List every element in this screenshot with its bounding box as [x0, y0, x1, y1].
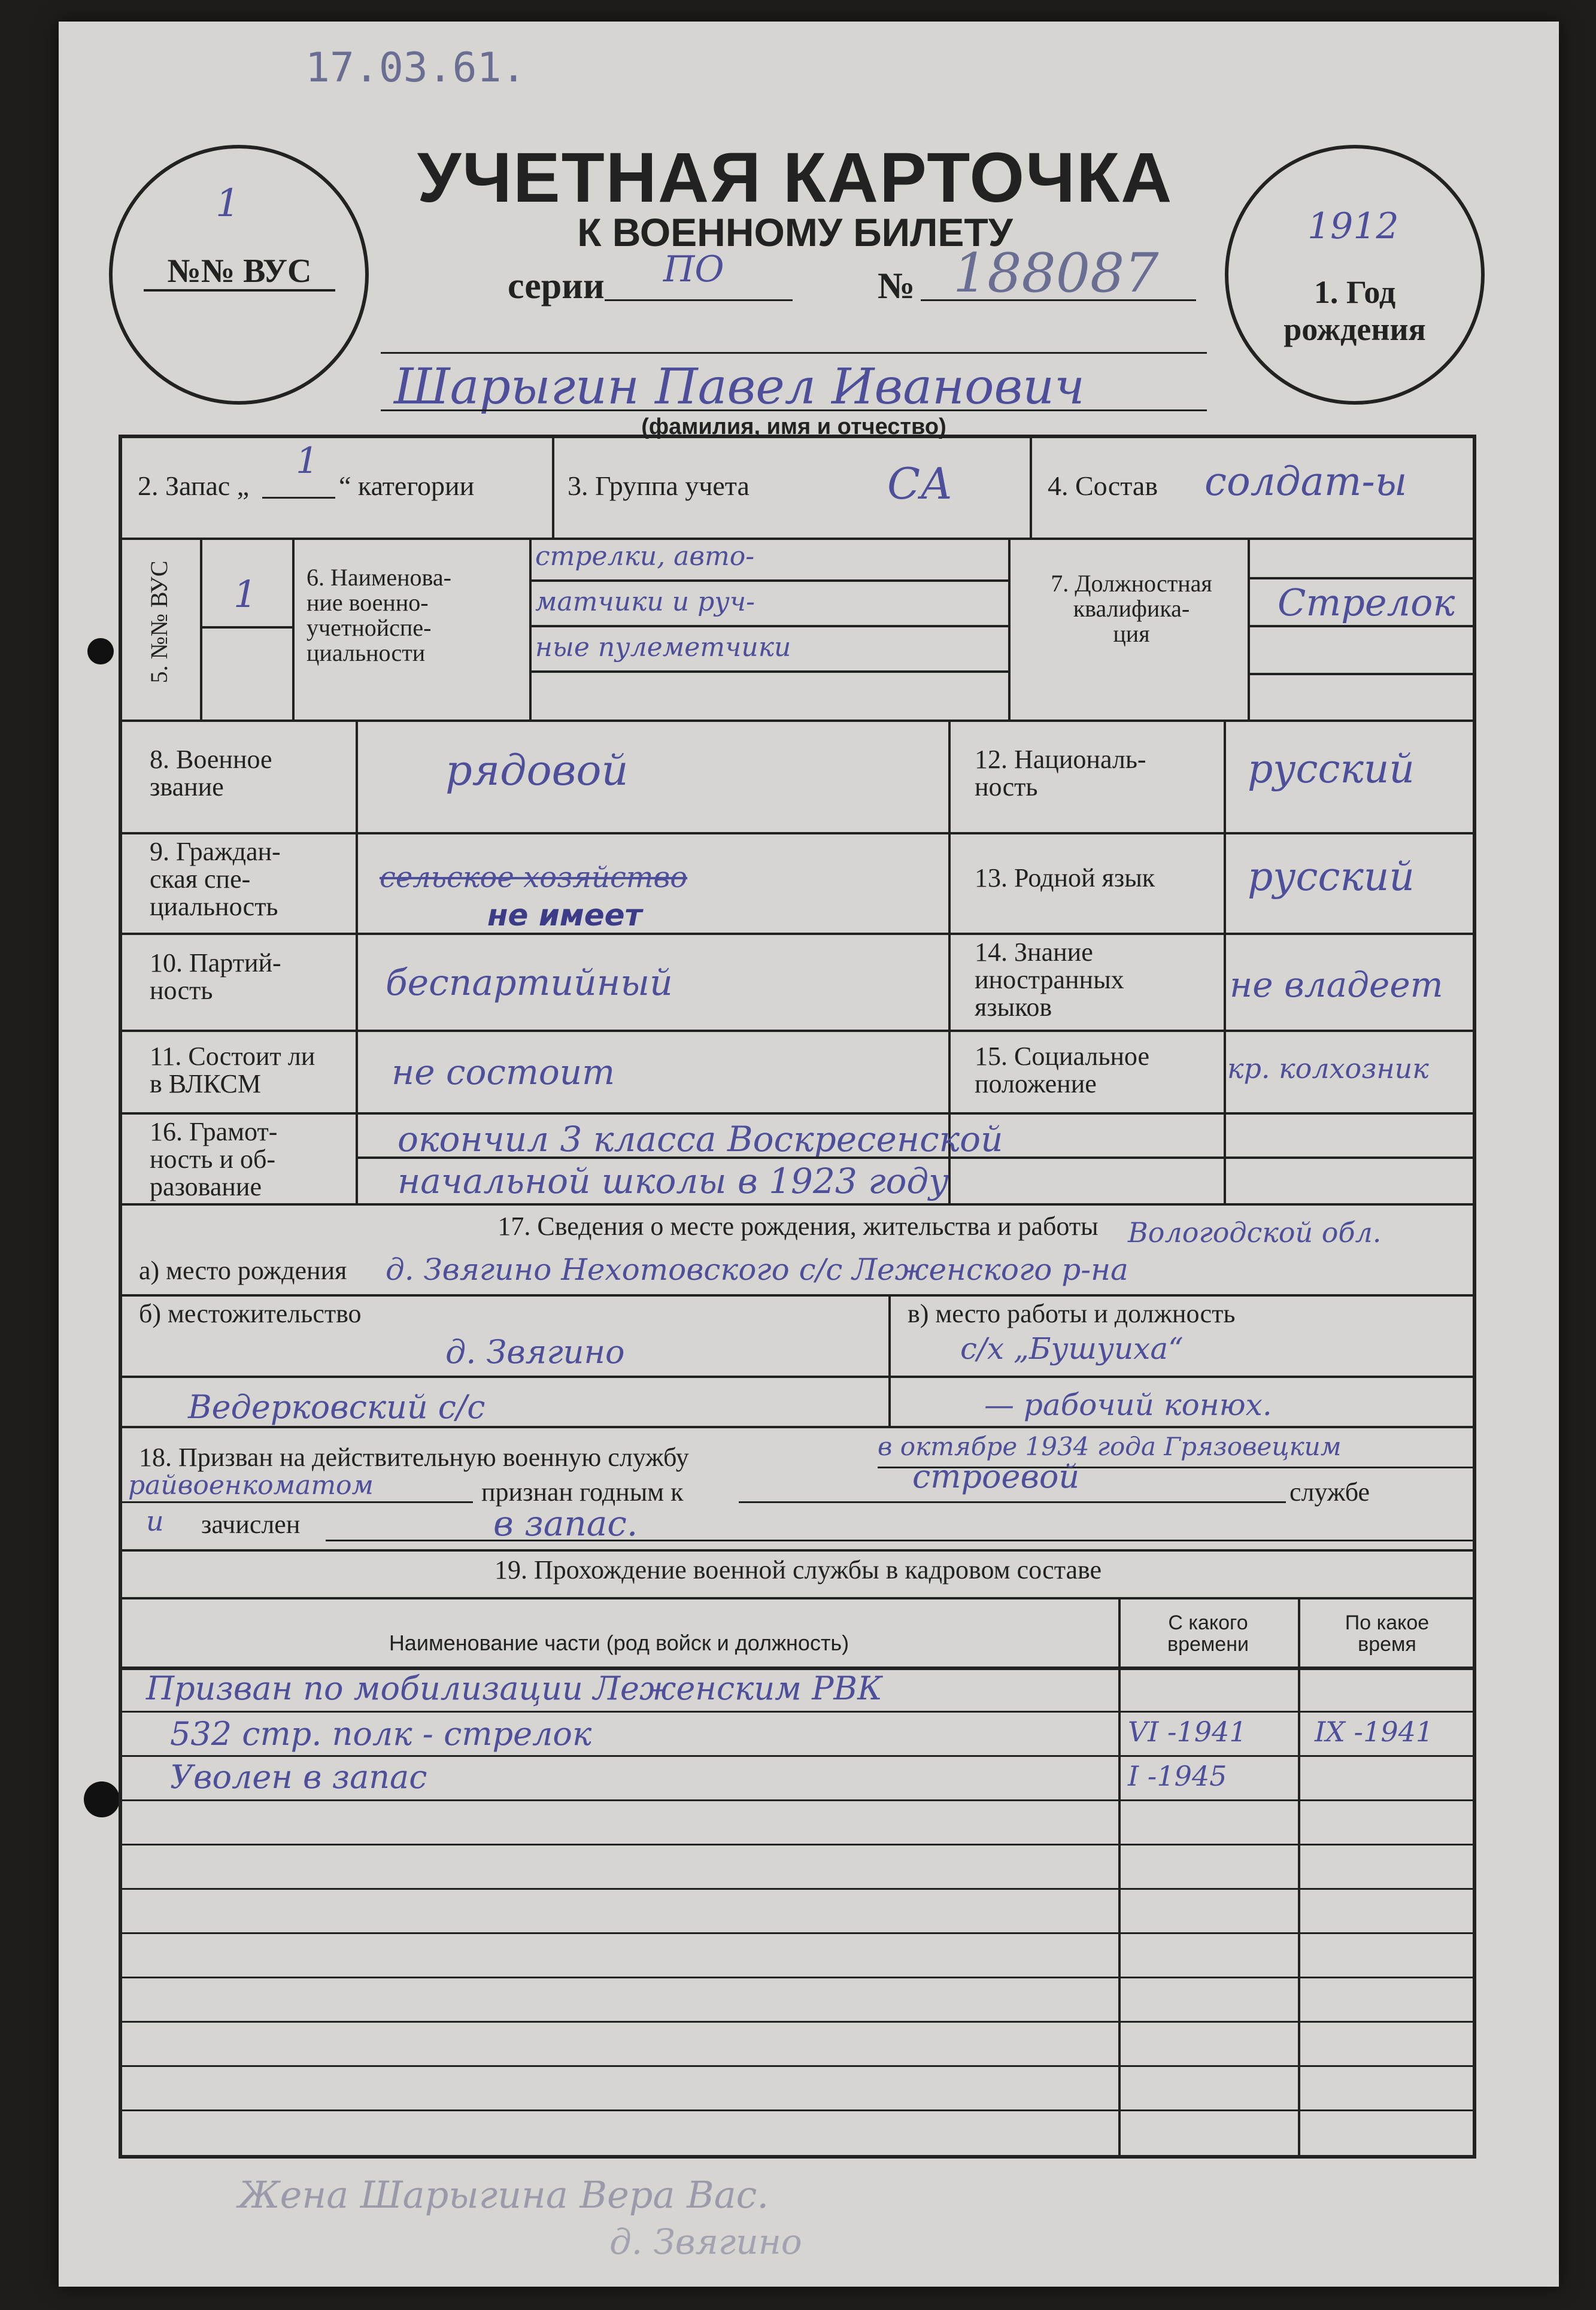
div-right-col — [1224, 720, 1226, 1203]
service-rule — [122, 1711, 1474, 1713]
row-line-4 — [122, 933, 1474, 935]
vus-value: 1 — [233, 572, 257, 616]
number-value: 188087 — [953, 242, 1159, 305]
education-rule — [358, 1156, 1474, 1159]
section-19-title: 19. Прохождение военной службы в кадровом составе — [494, 1555, 1102, 1584]
row-line-11 — [122, 1597, 1474, 1599]
div-r2-e — [1248, 538, 1250, 720]
category-value: 1 — [296, 440, 319, 482]
specialty-rule-2 — [532, 625, 1008, 627]
series-line — [605, 299, 793, 301]
composition-label: 4. Состав — [1048, 471, 1158, 501]
div-r1-b — [1030, 438, 1032, 538]
qualification-value: Стрелок — [1278, 581, 1455, 624]
birth-year-label-2: рождения — [1284, 311, 1426, 347]
called-value: в октябре 1934 года Грязовецким — [878, 1432, 1342, 1461]
service-rule — [122, 1755, 1474, 1757]
rank-label: 8. Военное звание — [150, 745, 272, 802]
div-s17 — [888, 1294, 891, 1426]
div-s19-a — [1118, 1597, 1121, 2159]
residence-rule — [122, 1376, 888, 1378]
service-row-to: IX -1941 — [1315, 1716, 1434, 1748]
div-s19-b — [1298, 1597, 1300, 2159]
service-row-unit: 532 стр. полк - стрелок — [170, 1715, 592, 1753]
enrolled-line — [326, 1540, 1474, 1541]
enrolled-label: зачислен — [201, 1510, 301, 1539]
div-left-col — [356, 720, 358, 1203]
vus-side-label: 5. №№ ВУС — [145, 560, 172, 684]
row-line-2 — [122, 720, 1474, 722]
specialty-rule-3 — [532, 670, 1008, 673]
div-r1-a — [552, 438, 554, 538]
languages-label: 14. Знание иностранных языков — [975, 937, 1124, 1022]
rank-value: рядовой — [445, 746, 629, 795]
service-rule — [122, 2109, 1474, 2111]
full-name: Шарыгин Павел Иванович — [394, 359, 1085, 415]
education-label: 16. Грамот- ность и об- разование — [150, 1117, 278, 1202]
row-line-10 — [122, 1549, 1474, 1552]
service-row-unit: Уволен в запас — [170, 1758, 427, 1796]
work-line-1: с/х „Бушуиха“ — [960, 1331, 1184, 1366]
service-rule — [122, 2065, 1474, 2067]
service-rule — [122, 1888, 1474, 1890]
rvk-value: райвоенкоматом — [128, 1470, 374, 1501]
komsomol-label: 11. Состоит ли в ВЛКСМ — [150, 1042, 315, 1099]
birthplace-value: д. Звягино Нехотовского с/с Леженского р-на — [386, 1252, 1128, 1287]
civil-specialty-label: 9. Граждан- ская спе- циальность — [150, 837, 281, 922]
bottom-note-2: д. Звягино — [609, 2221, 802, 2262]
name-line-top — [381, 352, 1207, 354]
languages-value: не владеет — [1230, 964, 1443, 1005]
civil-specialty-value: не имеет — [487, 898, 642, 933]
row-line-3 — [122, 832, 1474, 834]
residence-line-1: д. Звягино — [445, 1333, 625, 1371]
category-line — [262, 497, 335, 499]
work-line-2: — рабочий конюх. — [984, 1388, 1272, 1422]
birthplace-region: Вологодской обл. — [1128, 1216, 1382, 1249]
service-rule — [122, 2021, 1474, 2023]
native-language-label: 13. Родной язык — [975, 863, 1155, 893]
service-row-from: VI -1941 — [1128, 1716, 1247, 1748]
service-row-unit: Призван по мобилизации Леженским РВК — [146, 1669, 882, 1707]
group-value: СА — [887, 459, 953, 509]
qualification-rule-1 — [1250, 577, 1474, 579]
div-r2-d — [1008, 538, 1011, 720]
full-name-caption: (фамилия, имя и отчество) — [641, 414, 946, 439]
fit-value: строевой — [912, 1458, 1080, 1495]
bottom-note-1: Жена Шарыгина Вера Вас. — [238, 2173, 769, 2217]
col-to-header: По какое время — [1345, 1611, 1430, 1656]
social-status-value: кр. колхозник — [1227, 1052, 1429, 1085]
fit-line — [739, 1501, 1286, 1503]
col-from-header: С какого времени — [1167, 1611, 1249, 1656]
stamp-date: 17.03.61. — [305, 44, 526, 92]
series-value: ПО — [663, 248, 724, 290]
education-line-1: окончил 3 класса Воскресенской — [398, 1119, 1003, 1159]
div-r2-a — [200, 538, 202, 720]
birth-year-value: 1912 — [1307, 205, 1399, 247]
party-value: беспартийный — [386, 962, 673, 1004]
name-line — [381, 409, 1207, 411]
vus-circle-label: №№ ВУС — [144, 254, 335, 292]
qualification-rule-3 — [1250, 673, 1474, 675]
service-row-from: I -1945 — [1128, 1760, 1227, 1792]
rvk-line — [122, 1501, 473, 1503]
native-language-value: русский — [1248, 854, 1415, 900]
work-rule — [891, 1376, 1474, 1378]
residence-label: б) местожительство — [139, 1299, 362, 1328]
div-r2-c — [529, 538, 532, 720]
birth-year-circle — [1225, 145, 1485, 405]
section-17-title: 17. Сведения о месте рождения, жительства и работы — [497, 1212, 1099, 1241]
vus-circle-value: 1 — [216, 181, 240, 226]
punch-hole-bottom — [84, 1781, 120, 1817]
number-label: № — [878, 266, 915, 306]
registration-card — [59, 22, 1559, 2287]
vus-circle — [109, 145, 369, 405]
nationality-value: русский — [1248, 746, 1415, 792]
enrolled-value: в запас. — [493, 1503, 638, 1544]
card-subtitle: К ВОЕННОМУ БИЛЕТУ — [577, 210, 1013, 254]
fit-label: признан годным к — [481, 1477, 684, 1507]
punch-hole-top — [87, 638, 114, 664]
service-rule — [122, 1799, 1474, 1801]
social-status-label: 15. Социальное положение — [975, 1042, 1149, 1099]
work-label: в) место работы и должность — [908, 1299, 1236, 1328]
education-line-2: начальной школы в 1923 году — [398, 1161, 949, 1201]
section-18-label: 18. Призван на действительную военную службу — [139, 1443, 689, 1472]
party-label: 10. Партий- ность — [150, 948, 281, 1006]
specialty-line-2: матчики и руч- — [535, 587, 755, 617]
civil-specialty-struck: сельское хозяйство — [380, 861, 688, 894]
card-title: УЧЕТНАЯ КАРТОЧКА — [417, 138, 1173, 217]
row-line-9 — [122, 1426, 1474, 1428]
row-line-1 — [122, 538, 1474, 540]
composition-value: солдат-ы — [1204, 459, 1407, 505]
row-line-7 — [122, 1203, 1474, 1206]
service-rule — [122, 1844, 1474, 1845]
qualification-rule-2 — [1250, 625, 1474, 627]
residence-line-2: Ведерковский с/с — [188, 1388, 486, 1426]
row-line-6 — [122, 1112, 1474, 1115]
vus-value-line — [202, 626, 292, 629]
series-label: серии — [508, 266, 605, 306]
specialty-label: 6. Наименова- ние военно- учетнойспе- циальности — [307, 564, 451, 666]
row-line-5 — [122, 1030, 1474, 1032]
form-grid — [119, 435, 1476, 2159]
enrolled-prefix: и — [146, 1505, 164, 1537]
row-line-8 — [122, 1294, 1474, 1297]
nationality-label: 12. Националь- ность — [975, 745, 1146, 802]
service-label: службе — [1289, 1477, 1370, 1507]
group-label: 3. Группа учета — [568, 471, 750, 501]
div-r2-b — [292, 538, 295, 720]
specialty-line-3: ные пулеметчики — [535, 632, 791, 663]
birthplace-label: а) место рождения — [139, 1256, 347, 1285]
service-rule — [122, 1977, 1474, 1978]
col-unit-header: Наименование части (род войск и должность) — [389, 1631, 849, 1655]
specialty-line-1: стрелки, авто- — [535, 541, 755, 572]
reserve-label-prefix: 2. Запас „ — [138, 471, 250, 501]
service-rule — [122, 1932, 1474, 1934]
qualification-label: 7. Должностная квалифика- ция — [1051, 570, 1212, 647]
komsomol-value: не состоит — [392, 1052, 615, 1092]
birth-year-label-1: 1. Год — [1313, 274, 1396, 310]
reserve-label-suffix: “ категории — [339, 471, 475, 501]
specialty-rule-1 — [532, 579, 1008, 582]
